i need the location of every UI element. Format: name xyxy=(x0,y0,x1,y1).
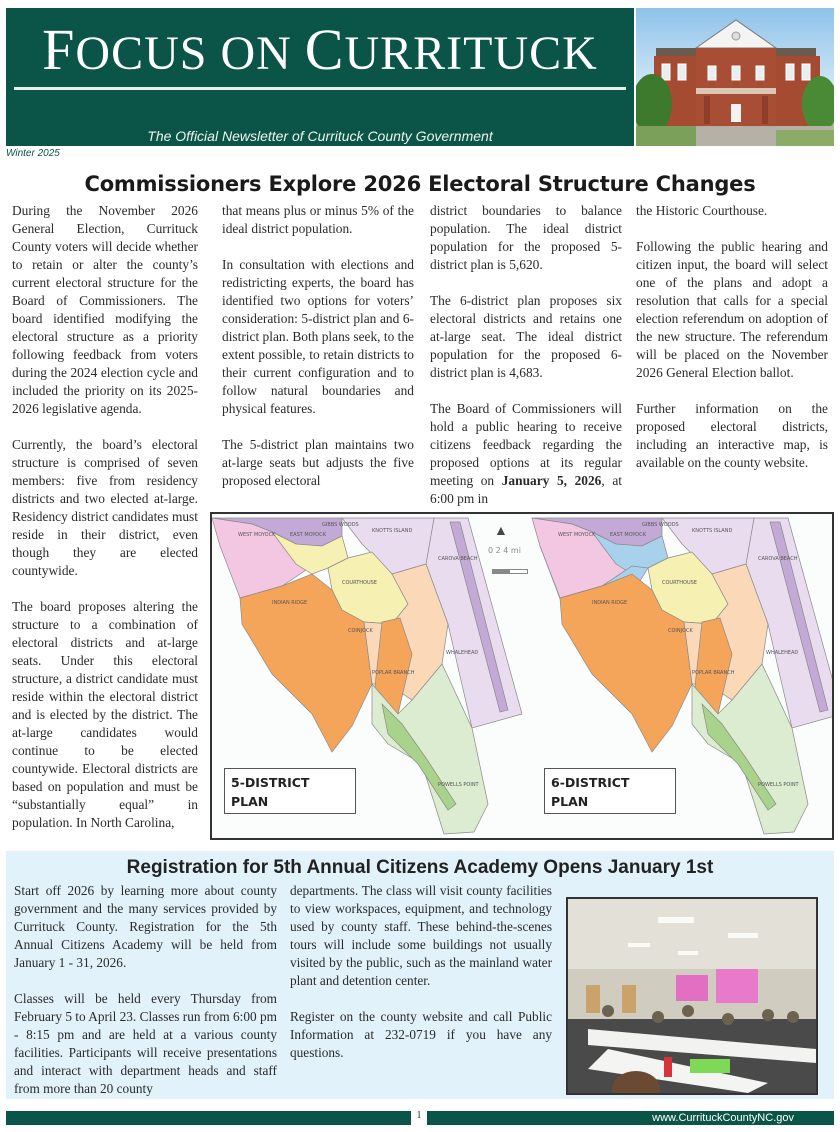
place-label: POWELLS POINT xyxy=(438,782,479,788)
page-number: 1 xyxy=(416,1110,422,1121)
place-label: WHALEHEAD xyxy=(446,650,479,656)
place-label: GIBBS WOODS xyxy=(642,522,679,528)
place-label: COINJOCK xyxy=(348,628,373,634)
paragraph: that means plus or minus 5% of the ideal district population. xyxy=(222,203,414,236)
place-label: KNOTTS ISLAND xyxy=(692,528,733,534)
courthouse-illustration xyxy=(636,8,834,146)
title-part-urrituck: URRITUCK xyxy=(344,27,598,80)
masthead xyxy=(6,8,634,146)
paragraph: During the November 2026 General Election, Currituck County voters will decide whether to retain or alter the county’s current electoral structure for the Board of Commissioners. The board identified modifying the electoral structure as a priority following feedback from voters during the 2024 election cycle and included the priority on its 2025-2026 legislative agenda. xyxy=(12,203,198,416)
label-line: 5-DISTRICT xyxy=(231,775,310,790)
five-district-plan-label xyxy=(224,768,356,814)
place-label: POPLAR BRANCH xyxy=(372,670,415,676)
title-initial-c: C xyxy=(304,17,345,82)
place-label: CAROVA BEACH xyxy=(758,556,798,562)
title-initial-f: F xyxy=(42,17,76,82)
paragraph: The 5-district plan maintains two at-large seats but adjusts the five proposed electoral xyxy=(222,437,414,488)
footer-website-link[interactable] xyxy=(427,1111,834,1125)
six-district-plan-label xyxy=(544,768,676,814)
paragraph: The 6-district plan proposes six electoral districts and retains one at-large seat. The ideal district population for the proposed 6-district plan is 4,683. xyxy=(430,293,622,380)
label-line: PLAN xyxy=(231,794,269,809)
courthouse-photo xyxy=(636,8,834,146)
district-maps-figure xyxy=(210,512,834,840)
place-label: COINJOCK xyxy=(668,628,693,634)
article2-column-1 xyxy=(14,882,277,1116)
article-headline-citizens-academy: Registration for 5th Annual Citizens Academy Opens January 1st xyxy=(126,857,714,878)
place-label: EAST MOYOCK xyxy=(290,532,326,538)
place-label: COURTHOUSE xyxy=(662,580,697,586)
place-label: WHALEHEAD xyxy=(766,650,799,656)
footer-bar-left xyxy=(6,1111,411,1125)
place-label: WEST MOYOCK xyxy=(558,532,596,538)
hearing-time: , at 6:00 pm in xyxy=(430,473,623,506)
scale-label: 0 2 4 mi xyxy=(488,546,521,555)
article1-column-2 xyxy=(222,202,414,508)
place-label: INDIAN RIDGE xyxy=(272,600,308,606)
place-label: POWELLS POINT xyxy=(758,782,799,788)
label-line: PLAN xyxy=(551,794,589,809)
label-line: 6-DISTRICT xyxy=(551,775,630,790)
article-headline-electoral: Commissioners Explore 2026 Electoral Structure Changes xyxy=(84,172,756,196)
place-label: GIBBS WOODS xyxy=(322,522,359,528)
paragraph: the Historic Courthouse. xyxy=(636,203,768,218)
article1-column-1 xyxy=(12,202,198,850)
place-label: COURTHOUSE xyxy=(342,580,377,586)
paragraph: district boundaries to balance population. The ideal district population for the proposed 5-district plan is 5,620. xyxy=(430,203,622,272)
article2-column-2 xyxy=(290,882,552,1080)
place-label: WEST MOYOCK xyxy=(238,532,276,538)
paragraph: departments. The class will visit county facilities to view workspaces, equipment, and technology used by county staff. These behind-the-scenes tours will include some buildings not usually visited by the public, such as the mainland water plant and detention center. xyxy=(290,883,552,988)
article1-column-4 xyxy=(636,202,828,490)
place-label: INDIAN RIDGE xyxy=(592,600,628,606)
newsletter-title xyxy=(12,17,628,82)
article1-column-3 xyxy=(430,202,622,526)
paragraph: Classes will be held every Thursday from February 5 to April 23. Classes run from 6:00 pm - 8:15 pm and are held at a various county facilities. Participants will receive presentations and interact with department heads and staff from more than 20 county xyxy=(14,991,277,1096)
citizens-academy-section xyxy=(6,851,834,1099)
hearing-text: The Board of Commissioners will hold a public hearing to receive citizens feedback regarding the proposed options at its regular meeting on xyxy=(430,401,622,488)
place-label: KNOTTS ISLAND xyxy=(372,528,413,534)
title-part-ocus-on: OCUS ON xyxy=(75,27,305,80)
place-label: CAROVA BEACH xyxy=(438,556,478,562)
paragraph: Currently, the board’s electoral structure is comprised of seven members: five from residency districts and two elected at-large. Residency district candidates must reside in their district, even though they are elected countywide. xyxy=(12,437,198,578)
classroom-illustration xyxy=(568,899,816,1093)
north-arrow-icon: ▲ xyxy=(494,524,508,539)
paragraph: Start off 2026 by learning more about county government and the many services provided by Currituck County. Registration for the 5th Annual Citizens Academy will be held from January 1 - 31, 2026. xyxy=(14,883,277,970)
hearing-date: January 5, 2026 xyxy=(501,473,602,488)
paragraph: Register on the county website and call Public Information at 232-0719 if you have any questions. xyxy=(290,1009,552,1060)
paragraph-public-hearing xyxy=(430,400,622,508)
paragraph: Following the public hearing and citizen input, the board will select one of the plans and adopt a resolution that calls for a special election referendum on adoption of the new structure. The referendum will be placed on the November 2026 General Election ballot. xyxy=(636,239,828,380)
title-underline xyxy=(14,87,626,90)
newsletter-subtitle: The Official Newsletter of Currituck County Government xyxy=(147,128,493,144)
classroom-photo xyxy=(566,897,818,1095)
paragraph: The board proposes altering the structure to a combination of electoral districts and at-large seats. Under this electoral structure, a district candidate must reside within the electoral district and is elected by the district. The at-large candidates would continue to be elected countywide. Electoral districts are based on population and must be “substantially equal” in population. In North Carolina, xyxy=(12,599,198,830)
website-url[interactable]: www.CurrituckCountyNC.gov xyxy=(652,1112,794,1124)
place-label: EAST MOYOCK xyxy=(610,532,646,538)
paragraph: Further information on the proposed electoral districts, including an interactive map, is available on the county website. xyxy=(636,401,828,470)
issue-date: Winter 2025 xyxy=(6,148,60,159)
paragraph: In consultation with elections and redistricting experts, the board has identified two options for voters’ consideration: 5-district plan and 6-district plan. Both plans seek, to the extent possible, to retain districts to their current configuration and to follow natural boundaries and physical features. xyxy=(222,257,414,416)
place-label: POPLAR BRANCH xyxy=(692,670,735,676)
scale-bar xyxy=(492,569,528,574)
